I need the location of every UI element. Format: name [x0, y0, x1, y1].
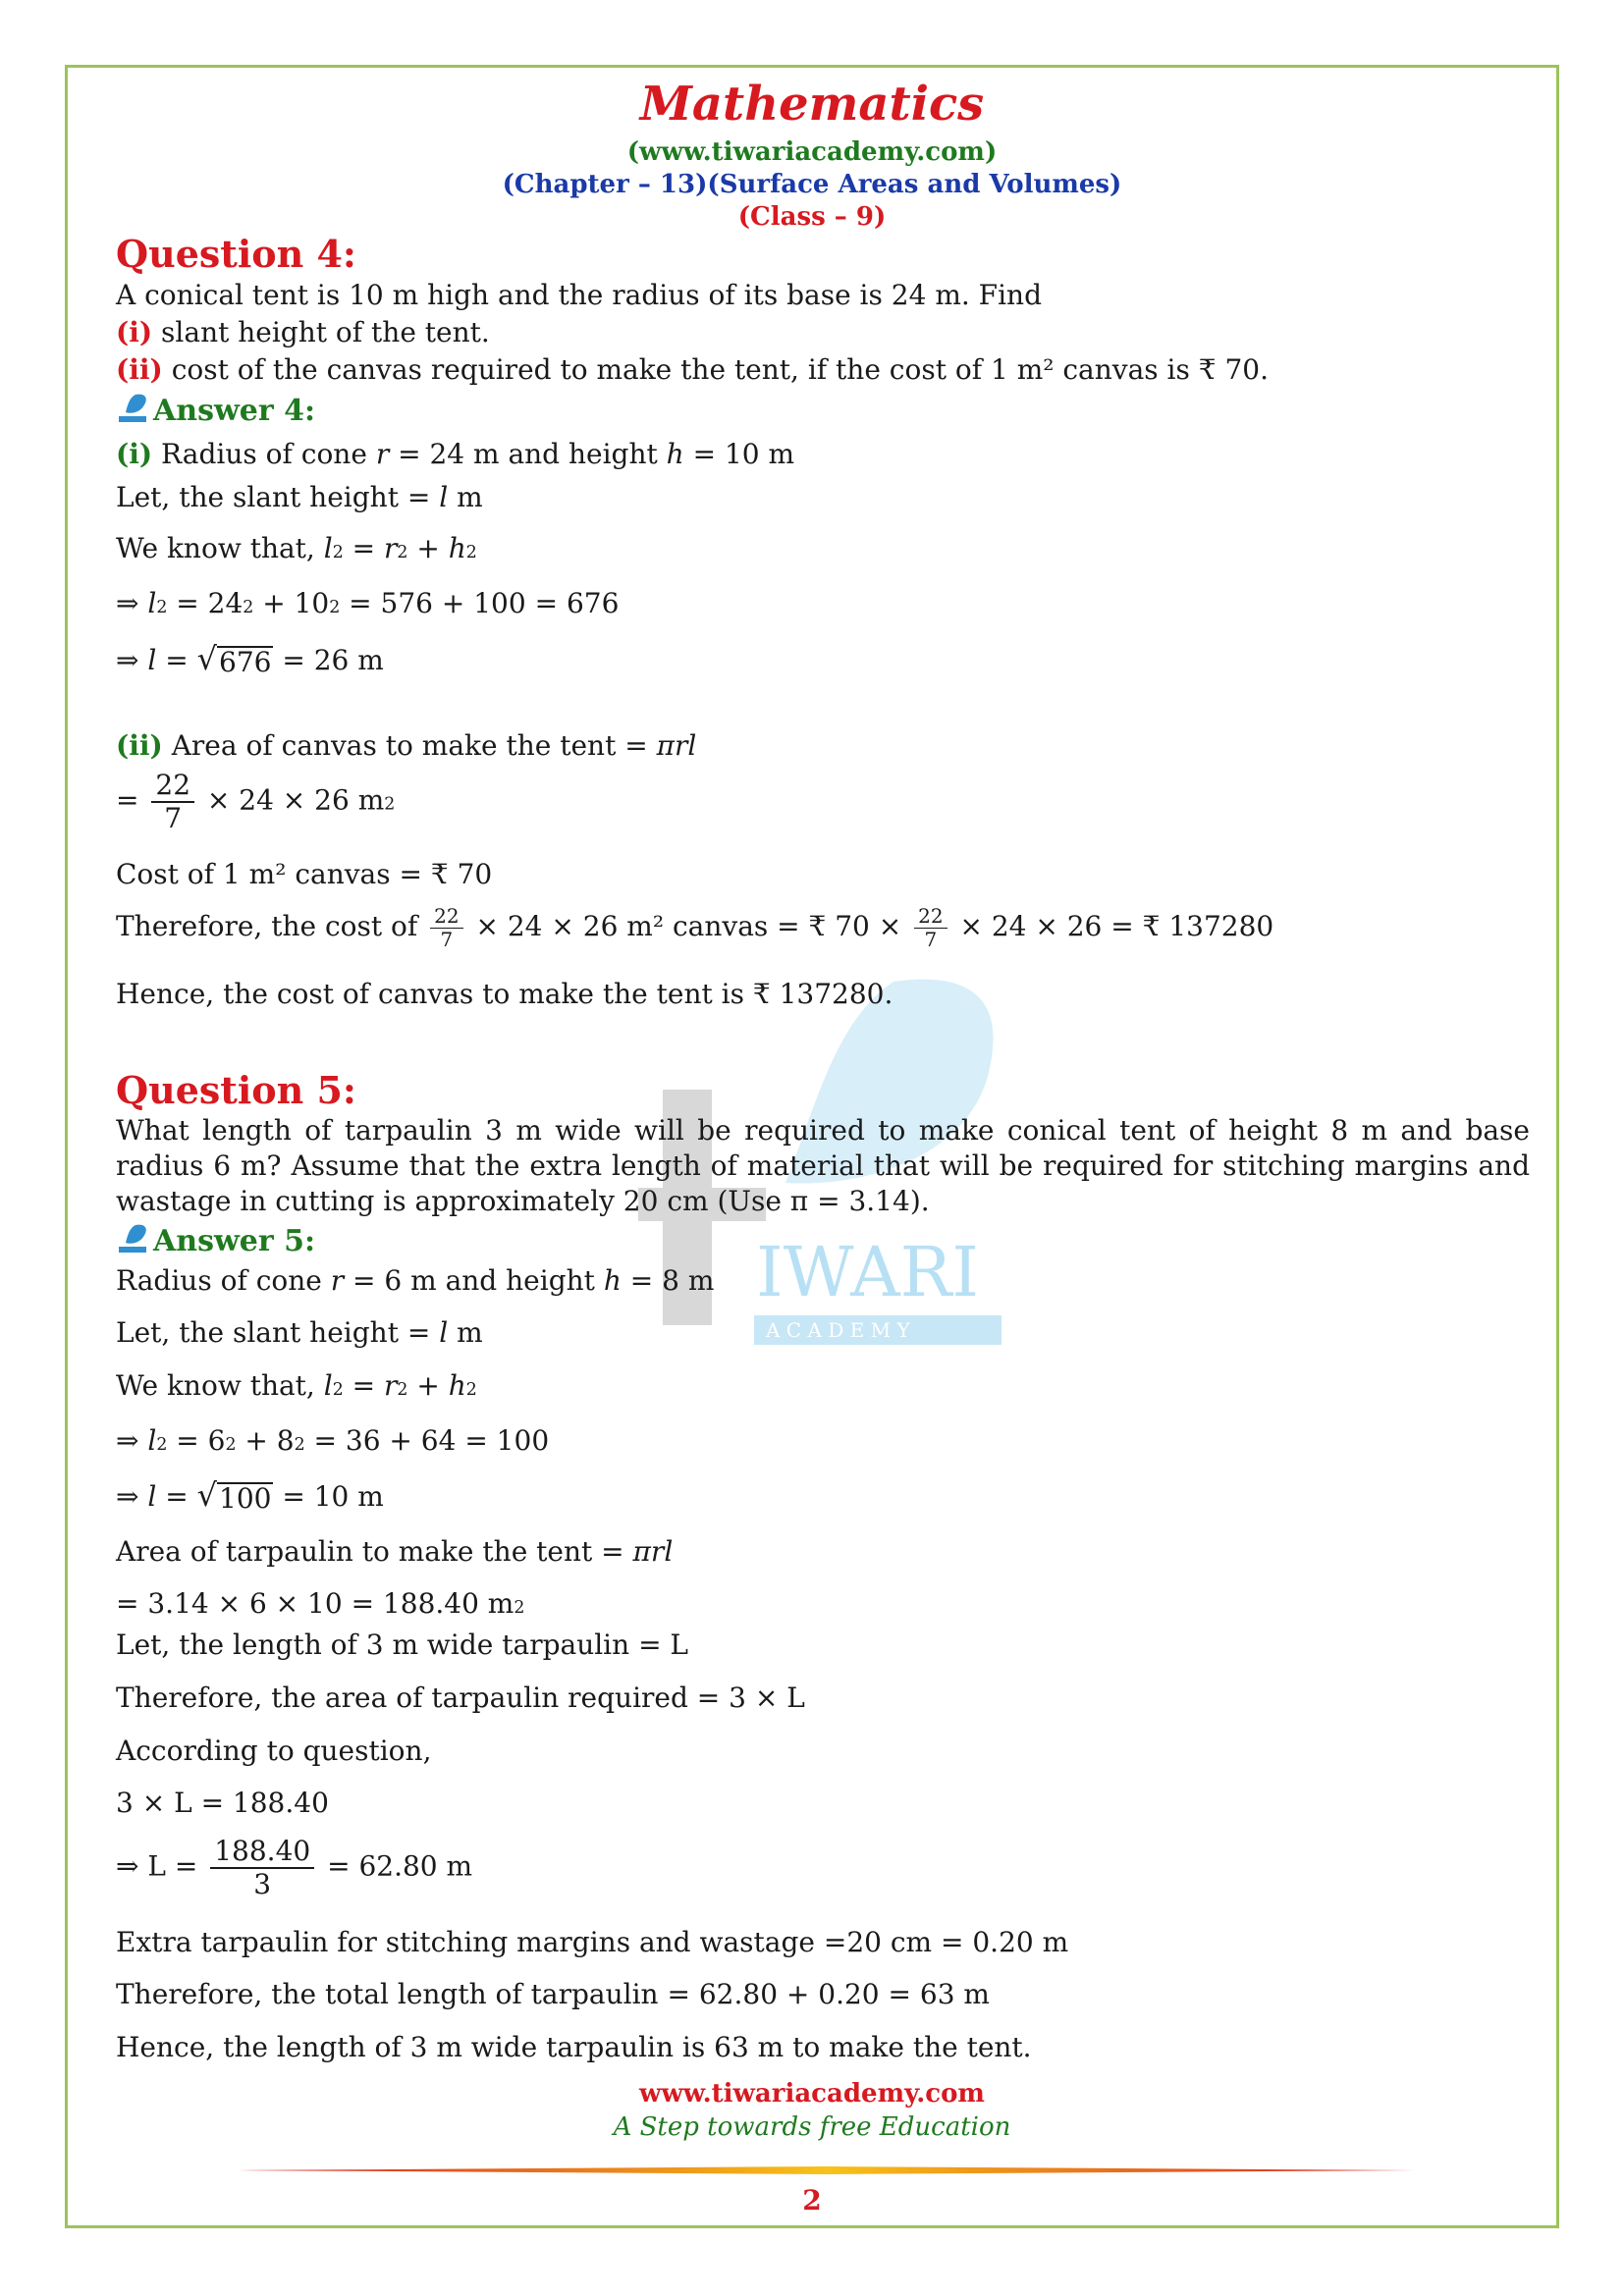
- text-span: ⇒: [116, 587, 148, 619]
- text-span: Therefore, the cost of: [116, 910, 427, 942]
- answer-5-heading: [116, 1223, 315, 1258]
- fraction-22-7: [914, 905, 947, 951]
- footer-divider: [238, 2166, 1416, 2174]
- question-4-text: A conical tent is 10 m high and the radius of its base is 24 m. Find: [116, 279, 1043, 311]
- text-span: Let, the slant height =: [116, 1316, 440, 1349]
- var-r: r: [330, 1264, 345, 1297]
- answer-5-extra: Extra tarpaulin for stitching margins and wastage =20 cm = 0.20 m: [116, 1926, 1069, 1958]
- denominator: 7: [440, 928, 454, 951]
- answer-5-area-value: = 3.14 × 6 × 10 = 188.40 $m^2$: [116, 1587, 525, 1620]
- answer-5-let-length: Let, the length of 3 m wide tarpaulin = L: [116, 1629, 689, 1661]
- svg-text:A C A D E M Y: A C A D E M Y: [766, 1318, 910, 1342]
- numerator: 22: [430, 905, 462, 929]
- answer-4-line-radius: [116, 438, 794, 471]
- question-4-part-ii: [116, 353, 1269, 387]
- text-span: = 24 m and height: [389, 438, 667, 470]
- part-i-text: slant height of the tent.: [161, 316, 490, 348]
- answer-4-formula: We know that, $l^2 = r^2 + h^2$: [116, 532, 477, 564]
- svg-text:IWARI: IWARI: [756, 1232, 980, 1312]
- text-span: = 576 + 100 = 676: [340, 587, 620, 619]
- answer-5-conclusion: Hence, the length of 3 m wide tarpaulin is 63 m to make the tent.: [116, 2031, 1032, 2063]
- answer-5-equation: 3 × L = 188.40: [116, 1787, 329, 1819]
- text-span: = 10 m: [273, 1480, 384, 1513]
- answer-4-step-1: ⇒ $l^2 = 24^2 + 10^2 = 576 + 100 = 676$: [116, 587, 620, 619]
- answer-4-part-ii-tag: (ii): [116, 729, 163, 762]
- answer-5-total: Therefore, the total length of tarpaulin = 62.80 + 0.20 = 63 m: [116, 1978, 990, 2010]
- text-span: Let, the slant height =: [116, 481, 440, 513]
- text-span: Radius of cone: [116, 1264, 331, 1297]
- answer-4-part-ii-area: [116, 729, 696, 763]
- fraction-188-40-over-3: [210, 1836, 314, 1900]
- text-span: m: [448, 1316, 483, 1349]
- question-4-part-i: [116, 316, 490, 349]
- fraction-22-7: [430, 905, 462, 951]
- numerator: 22: [914, 905, 947, 929]
- answer-4-conclusion: Hence, the cost of canvas to make the tent is ₹ 137280.: [116, 978, 893, 1010]
- text-span: = 26 m: [273, 644, 384, 676]
- header-chapter: (Chapter – 13)(Surface Areas and Volumes): [502, 170, 1122, 199]
- answer-5-line-slant: [116, 1316, 483, 1350]
- text-span: ⇒: [116, 1424, 148, 1457]
- text-span: × 24 × 26 m: [198, 783, 385, 817]
- page-number: 2: [802, 2184, 822, 2216]
- text-span: = 62.80 m: [318, 1849, 473, 1883]
- text-span: =: [116, 783, 148, 817]
- tiwari-leaf-icon: [116, 1223, 149, 1255]
- header-website: (www.tiwariacademy.com): [626, 137, 998, 167]
- answer-5-formula: We know that, $l^2 = r^2 + h^2$: [116, 1369, 477, 1402]
- answer-5-step-2: ⇒ l = √ 100 = 10 m: [116, 1476, 384, 1515]
- answer-4-step-2: ⇒ l = √ 676 = 26 m: [116, 640, 384, 678]
- var-r: r: [375, 438, 390, 470]
- text-span: m: [448, 481, 483, 513]
- answer-4-heading: [116, 393, 315, 428]
- answer-5-area-formula: [116, 1535, 673, 1569]
- text-span: × 24 × 26 m² canvas = ₹ 70 ×: [466, 910, 911, 942]
- text-span: = 10 m: [683, 438, 795, 470]
- answer-5-line-radius: [116, 1264, 714, 1298]
- answer-4-cost-line: Cost of 1 m² canvas = ₹ 70: [116, 858, 493, 890]
- answer-4-line-slant: [116, 481, 483, 514]
- numerator: 188.40: [210, 1836, 314, 1869]
- question-5-text: What length of tarpaulin 3 m wide will be required to make conical tent of height 8 m and base radius 6 m? Assume that the extra length of material that will be required for stitching margins and wastage in cutting is approximately 20 cm (Use π = 3.14).: [116, 1114, 1530, 1217]
- denominator: 3: [253, 1868, 272, 1901]
- text-span: We know that,: [116, 1369, 324, 1402]
- header-class: (Class – 9): [737, 202, 887, 232]
- tiwari-leaf-icon: [116, 393, 149, 424]
- answer-5-therefore-area: Therefore, the area of tarpaulin required = 3 × L: [116, 1682, 805, 1714]
- text-span: Area of tarpaulin to make the tent =: [116, 1535, 633, 1568]
- numerator: 22: [151, 770, 194, 803]
- var-l: l: [439, 481, 449, 513]
- text-span: = 6 m and height: [344, 1264, 604, 1297]
- var-h: h: [666, 438, 684, 470]
- answer-4-label: Answer 4:: [153, 394, 316, 428]
- question-5-heading: Question 5:: [116, 1068, 356, 1112]
- text-span: = 3.14 × 6 × 10 = 188.40 m: [116, 1587, 514, 1620]
- answer-4-part-i-tag: (i): [116, 438, 153, 470]
- text-span: ⇒: [116, 1480, 148, 1513]
- square-root: √ 676: [196, 640, 272, 678]
- question-4-heading: Question 4:: [116, 232, 356, 276]
- var-l: l: [439, 1316, 449, 1349]
- answer-4-area-expression: = $\frac{22}{7}$ × 24 × 26 $m^2$: [116, 769, 396, 835]
- part-ii-tag: (ii): [116, 353, 163, 386]
- answer-5-according: According to question,: [116, 1735, 432, 1767]
- text-span: Area of canvas to make the tent =: [171, 729, 657, 762]
- text-span: = 8 m: [621, 1264, 715, 1297]
- answer-5-label: Answer 5:: [153, 1224, 316, 1258]
- var-h: h: [603, 1264, 622, 1297]
- part-i-tag: (i): [116, 316, 153, 348]
- text-span: We know that,: [116, 532, 324, 564]
- answer-5-solve-length: [116, 1836, 472, 1900]
- text-span: × 24 × 26 = ₹ 137280: [950, 910, 1274, 942]
- square-root: √ 100: [196, 1476, 272, 1515]
- denominator: 7: [164, 802, 183, 835]
- radicand: 100: [219, 1482, 272, 1515]
- part-ii-text: cost of the canvas required to make the tent, if the cost of 1 m² canvas is ₹ 70.: [171, 353, 1270, 386]
- denominator: 7: [924, 928, 938, 951]
- text-span: = 36 + 64 = 100: [304, 1424, 550, 1457]
- text-span: Radius of cone: [161, 438, 376, 470]
- answer-5-step-1: ⇒ $l^2 = 6^2 + 8^2 = 36 + 64 = 100$: [116, 1424, 550, 1457]
- text-span: ⇒: [116, 644, 148, 676]
- radicand: 676: [219, 646, 272, 678]
- formula-pirl: πrl: [632, 1535, 674, 1568]
- formula-pirl: πrl: [656, 729, 697, 762]
- answer-4-therefore: [116, 905, 1273, 951]
- fraction-22-7: [151, 770, 194, 834]
- footer-tagline: A Step towards free Education: [613, 2112, 1011, 2142]
- footer-website: www.tiwariacademy.com: [639, 2079, 985, 2109]
- page-title: Mathematics: [639, 77, 985, 132]
- text-span: ⇒ L =: [116, 1849, 207, 1883]
